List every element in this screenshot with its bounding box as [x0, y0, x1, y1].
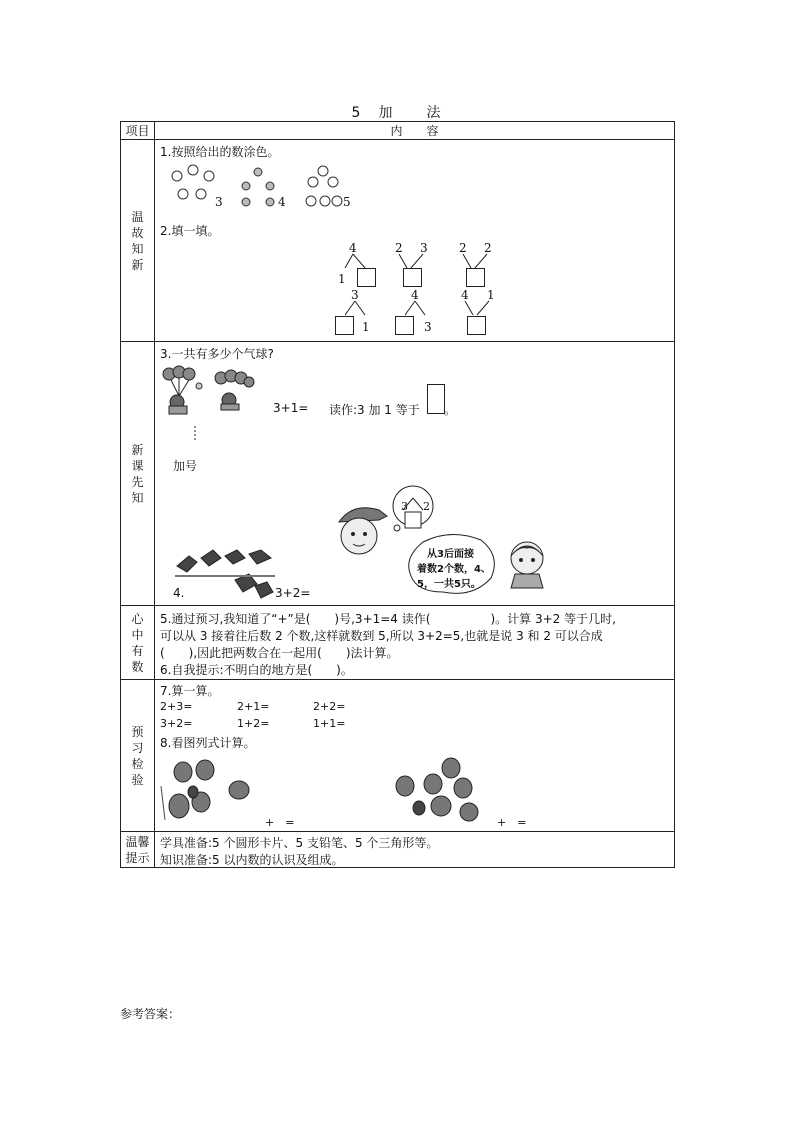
question-4-num: 4.: [173, 586, 185, 600]
tree4-lines: [339, 301, 369, 317]
section-wenxin: [155, 832, 675, 868]
plus-sign-label: 加号: [173, 459, 198, 473]
q5-line-2: 可以从 3 接着往后数 2 个数,这样就数到 5,所以 3+2=5,也就是说 3 和 2 可以合成: [160, 629, 603, 643]
q6-line: 6.自我提示:不明白的地方是( )。: [160, 663, 353, 677]
flower-group-icon: [240, 168, 280, 208]
section-xinzhong: [155, 606, 675, 680]
q5-line-1: 5.通过预习,我知道了“+”是( )号,3+1=4 读作( )。计算 3+2 等于几时,: [160, 612, 616, 626]
tree2-top-right: 3: [420, 241, 428, 255]
tip-line-2: 知识准备:5 以内数的认识及组成。: [160, 853, 344, 867]
tree1-top: 4: [349, 241, 357, 255]
page-title: 5 加 法: [351, 105, 443, 121]
cats-picture-1-icon: [161, 756, 253, 824]
bubble-line-2: 着数2个数，4、: [417, 564, 491, 575]
boy-cap-icon: [333, 502, 389, 560]
tree6-top-right: 1: [487, 288, 495, 302]
calc-3: 2+2=: [313, 700, 346, 713]
apple-group-icon: [305, 166, 345, 208]
read-as-text: 读作:3 加 1 等于: [329, 403, 420, 417]
birds-picture-icon: [175, 546, 279, 602]
tree3-top-left: 2: [459, 241, 467, 255]
calc-6: 1+1=: [313, 717, 346, 730]
calc-2: 2+1=: [237, 700, 270, 713]
answer-box-6[interactable]: [467, 316, 486, 335]
eq-3plus1: 3+1=: [273, 401, 309, 415]
tree1-left: 1: [338, 272, 346, 286]
tree4-right: 1: [362, 320, 370, 334]
question-3: 3.一共有多少个气球?: [160, 347, 274, 361]
count-4: 4: [278, 195, 286, 209]
question-8: 8.看图列式计算。: [160, 736, 256, 750]
tree4-top: 3: [351, 288, 359, 302]
section-label-yuxi: 预习检验: [121, 680, 155, 832]
calc-5: 1+2=: [237, 717, 270, 730]
bubble-line-1: 从3后面接: [427, 549, 474, 560]
section-label-xinke: 新课先知: [121, 342, 155, 606]
period: 。: [444, 403, 457, 417]
answer-box-3[interactable]: [466, 268, 485, 287]
blank-equation-1: + =: [265, 816, 295, 829]
tree5-lines: [399, 301, 429, 317]
balloon-kid-2-icon: [213, 372, 255, 410]
tree6-lines: [465, 301, 495, 317]
answer-box-4[interactable]: [335, 316, 354, 335]
cats-picture-2-icon: [393, 756, 483, 824]
calc-4: 3+2=: [160, 717, 193, 730]
tree6-top-left: 4: [461, 288, 469, 302]
section-wengu: [155, 140, 675, 342]
calc-1: 2+3=: [160, 700, 193, 713]
read-answer-box[interactable]: [427, 384, 445, 414]
blank-equation-2: + =: [497, 816, 527, 829]
header-item: 项目: [121, 122, 155, 140]
q5-line-3: ( ),因此把两数合在一起用( )法计算。: [160, 646, 399, 660]
cloud-num-right: 2: [423, 500, 430, 513]
girl-icon: [505, 538, 549, 588]
balloon-kid-icon: [161, 366, 209, 414]
bubble-line-3: 5，一共5只。: [417, 579, 481, 590]
count-5: 5: [343, 195, 351, 209]
section-label-wenxin: 温馨提示: [121, 832, 155, 868]
section-xinke: [155, 342, 675, 606]
question-7: 7.算一算。: [160, 684, 220, 698]
answer-box-2[interactable]: [403, 268, 422, 287]
header-content: 内 容: [155, 122, 675, 140]
question-1: 1.按照给出的数涂色。: [160, 145, 280, 159]
cloud-num-left: 3: [401, 500, 408, 513]
balloon-single-icon: [195, 382, 203, 390]
count-3: 3: [215, 195, 223, 209]
section-label-wengu: 温故知新: [121, 140, 155, 342]
tip-line-1: 学具准备:5 个圆形卡片、5 支铅笔、5 个三角形等。: [160, 836, 439, 850]
section-yuxi: [155, 680, 675, 832]
tree5-right: 3: [424, 320, 432, 334]
q4-equation: 3+2=: [275, 586, 311, 600]
tree2-top-left: 2: [395, 241, 403, 255]
pointer-line: [193, 426, 197, 440]
tree5-top: 4: [411, 288, 419, 302]
question-2: 2.填一填。: [160, 224, 220, 238]
tree3-top-right: 2: [484, 241, 492, 255]
answer-box-5[interactable]: [395, 316, 414, 335]
answer-key-heading: 参考答案：: [120, 1007, 181, 1021]
answer-box-1[interactable]: [357, 268, 376, 287]
section-label-xinzhong: 心中有数: [121, 606, 155, 680]
worksheet-table: [120, 121, 675, 868]
